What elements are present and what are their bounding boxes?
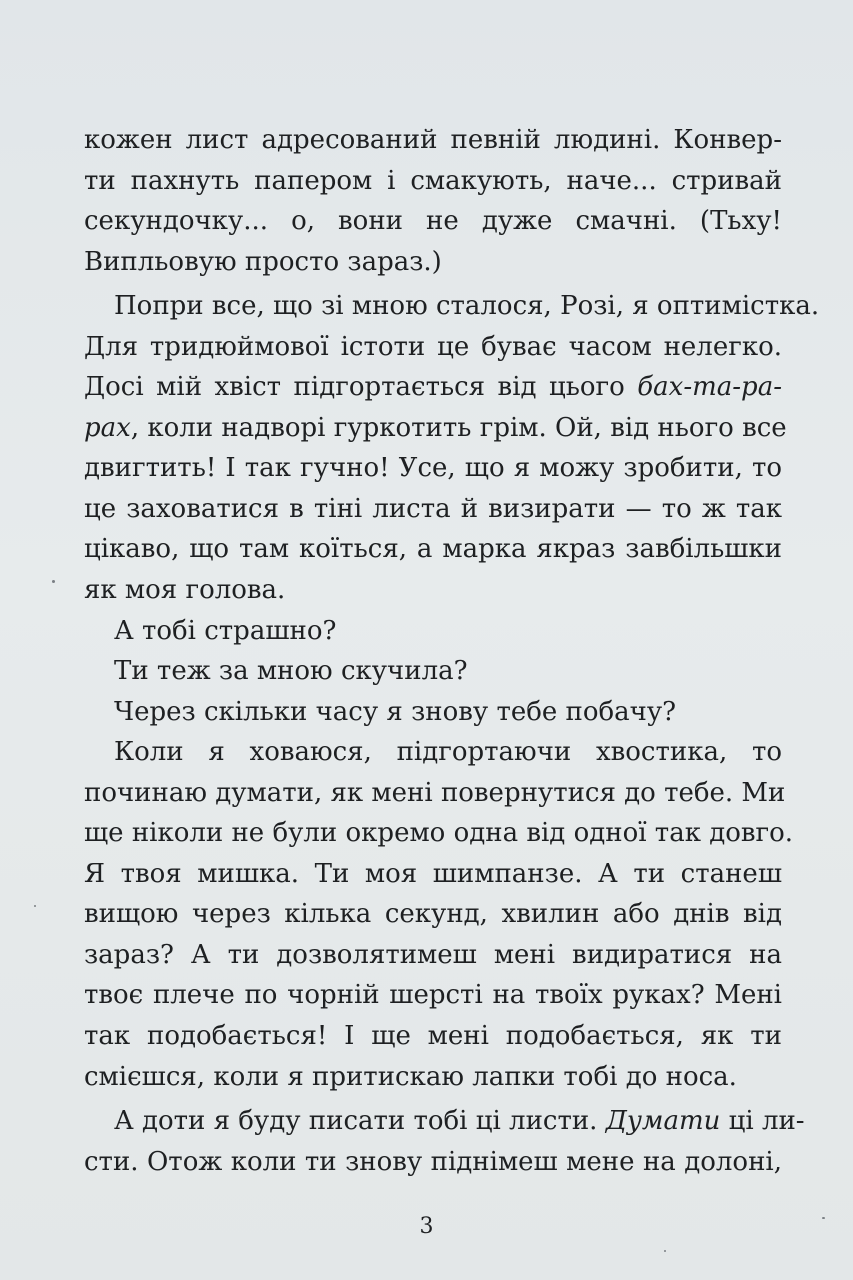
paper-speck	[52, 580, 55, 583]
italic-text: рах	[84, 412, 131, 443]
italic-text: бах-та-ра-	[637, 372, 782, 403]
text-line: Я твоя мишка. Ти моя шимпанзе. А ти станеш	[84, 858, 782, 889]
paper-speck	[34, 905, 36, 907]
text-line: кожен лист адресований певній людині. Конвер-	[84, 125, 782, 155]
text-line: смієшся, коли я притискаю лапки тобі до носа.	[84, 1061, 737, 1092]
paragraph-start-line: А тобі страшно?	[114, 615, 337, 646]
text-line: рах, коли надворі гуркотить грім. Ой, від нього все	[84, 412, 787, 443]
text-line: ти пахнуть папером і смакують, наче... стривай	[84, 165, 782, 196]
text-line: цікаво, що там коїться, а марка якраз завбільшки	[84, 534, 782, 565]
text-line: сти. Отож коли ти знову піднімеш мене на долоні,	[84, 1146, 782, 1177]
paper-speck	[822, 1217, 825, 1219]
paper-speck	[664, 1250, 666, 1252]
paragraph-start-line: Попри все, що зі мною сталося, Розі, я оптимістка.	[114, 291, 820, 322]
text-line: так подобається! І ще мені подобається, як ти	[84, 1021, 782, 1052]
text-line: як моя голова.	[84, 575, 286, 606]
text-line: секундочку... о, вони не дуже смачні. (Тьху!	[84, 206, 782, 237]
paragraph-start-line: Коли я ховаюся, підгортаючи хвостика, то	[114, 737, 782, 768]
paragraph-start-line: Через скільки часу я знову тебе побачу?	[114, 696, 677, 727]
page-number: 3	[419, 1214, 434, 1239]
paragraph-start-line: Ти теж за мною скучила?	[114, 656, 468, 687]
text-line: Досі мій хвіст підгортається від цього бах-та-ра-	[84, 372, 782, 403]
text-line: твоє плече по чорній шерсті на твоїх руках? Мені	[84, 980, 782, 1011]
text-line: це заховатися в тіні листа й визирати — то ж так	[84, 493, 782, 524]
text-line: двигтить! І так гучно! Усе, що я можу зробити, то	[84, 453, 782, 484]
body-text	[84, 120, 820, 1182]
text-line: Для тридюймової істоти це буває часом нелегко.	[84, 331, 782, 362]
text-line: починаю думати, як мені повернутися до тебе. Ми	[84, 777, 786, 808]
text-line: зараз? А ти дозволятимеш мені видиратися на	[84, 939, 782, 970]
paragraph-start-line: А доти я буду писати тобі ці листи. Думати ці ли-	[114, 1106, 805, 1137]
text-line: Випльовую просто зараз.)	[84, 246, 442, 277]
text-line: ще ніколи не були окремо одна від одної так довго.	[84, 818, 794, 849]
text-line: вищою через кілька секунд, хвилин або днів від	[84, 899, 782, 930]
italic-text: Думати	[605, 1106, 721, 1137]
